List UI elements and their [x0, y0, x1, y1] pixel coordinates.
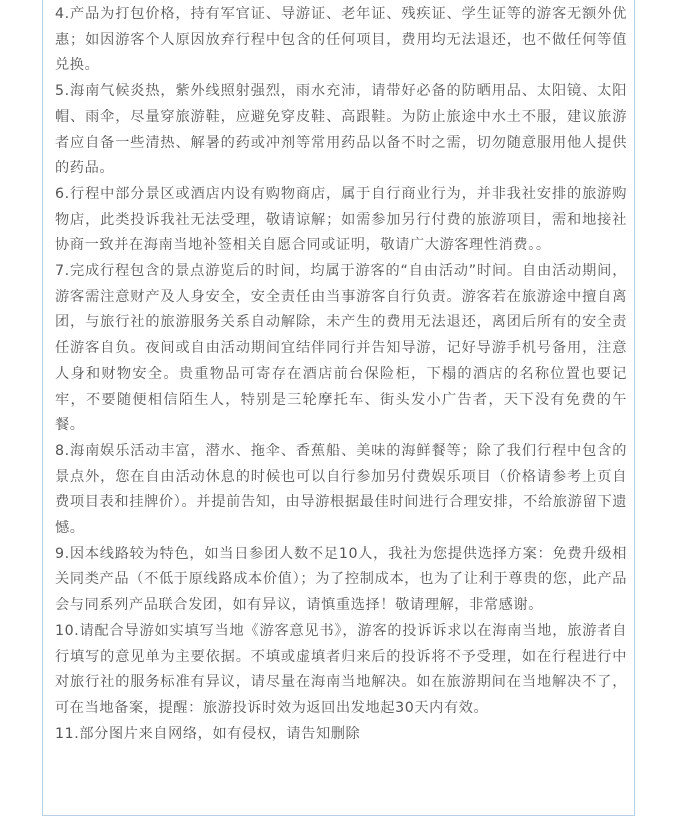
- note-item-10: 10.请配合导游如实填写当地《游客意见书》，游客的投诉诉求以在海南当地，旅游者自行填写的意见单为主要依据。不填或虚填者归来后的投诉将不予受理，如在行程进行中对旅行社的服务标准有异议，请尽量在海南当地解决。如在旅游期间在当地解决不了，可在当地备案，提醒：旅游投诉时效为返回出发地起30天内有效。: [55, 622, 627, 716]
- note-item-5: 5.海南气候炎热，紫外线照射强烈，雨水充沛，请带好必备的防晒用品、太阳镜、太阳帽、雨伞，尽量穿旅游鞋，应避免穿皮鞋、高跟鞋。为防止旅途中水土不服，建议旅游者应自备一些清热、解暑的药或冲剂等常用药品以备不时之需，切勿随意服用他人提供的药品。: [55, 83, 627, 177]
- note-item-8: 8.海南娱乐活动丰富，潜水、拖伞、香蕉船、美味的海鲜餐等；除了我们行程中包含的景点外，您在自由活动休息的时候也可以自行参加另付费娱乐项目（价格请参考上页自费项目表和挂牌价）。并提前告知，由导游根据最佳时间进行合理安排，不给旅游留下遗憾。: [55, 442, 627, 537]
- bottom-spacer: [42, 818, 635, 832]
- note-item-4: 4.产品为打包价格，持有军官证、导游证、老年证、残疾证、学生证等的游客无额外优惠；如因游客个人原因放弃行程中包含的任何项目，费用均无法退还，也不做任何等值兑换。: [55, 6, 627, 74]
- note-item-9: 9.因本线路较为特色，如当日参团人数不足10人，我社为您提供选择方案：免费升级相关同类产品（不低于原线路成本价值）；为了控制成本，也为了让利于尊贵的您，此产品会与同系列产品联合发团，如有异议，请慎重选择！敬请理解，非常感谢。: [55, 545, 627, 614]
- note-item-6: 6.行程中部分景区或酒店内设有购物商店，属于自行商业行为，并非我社安排的旅游购物店，此类投诉我社无法受理，敬请谅解；如需参加另行付费的旅游项目，需和地接社协商一致并在海南当地补签相关自愿合同或证明，敬请广大游客理性消费。。: [55, 185, 627, 254]
- note-item-11: 11.部分图片来自网络，如有侵权，请告知删除: [55, 725, 361, 742]
- travel-notes: [55, 2, 627, 747]
- note-item-7: 7.完成行程包含的景点游览后的时间，均属于游客的“自由活动”时间。自由活动期间，游客需注意财产及人身安全，安全责任由当事游客自行负责。游客若在旅游途中擅自离团，与旅行社的旅游服务关系自动解除，未产生的费用无法退还，离团后所有的安全责任游客自负。夜间或自由活动期间宜结伴同行并告知导游，记好导游手机号备用，注意人身和财物安全。贵重物品可寄存在酒店前台保险柜，下榻的酒店的名称位置也要记牢，不要随便相信陌生人，特别是三轮摩托车、街头发小广告者，天下没有免费的午餐。: [55, 263, 627, 434]
